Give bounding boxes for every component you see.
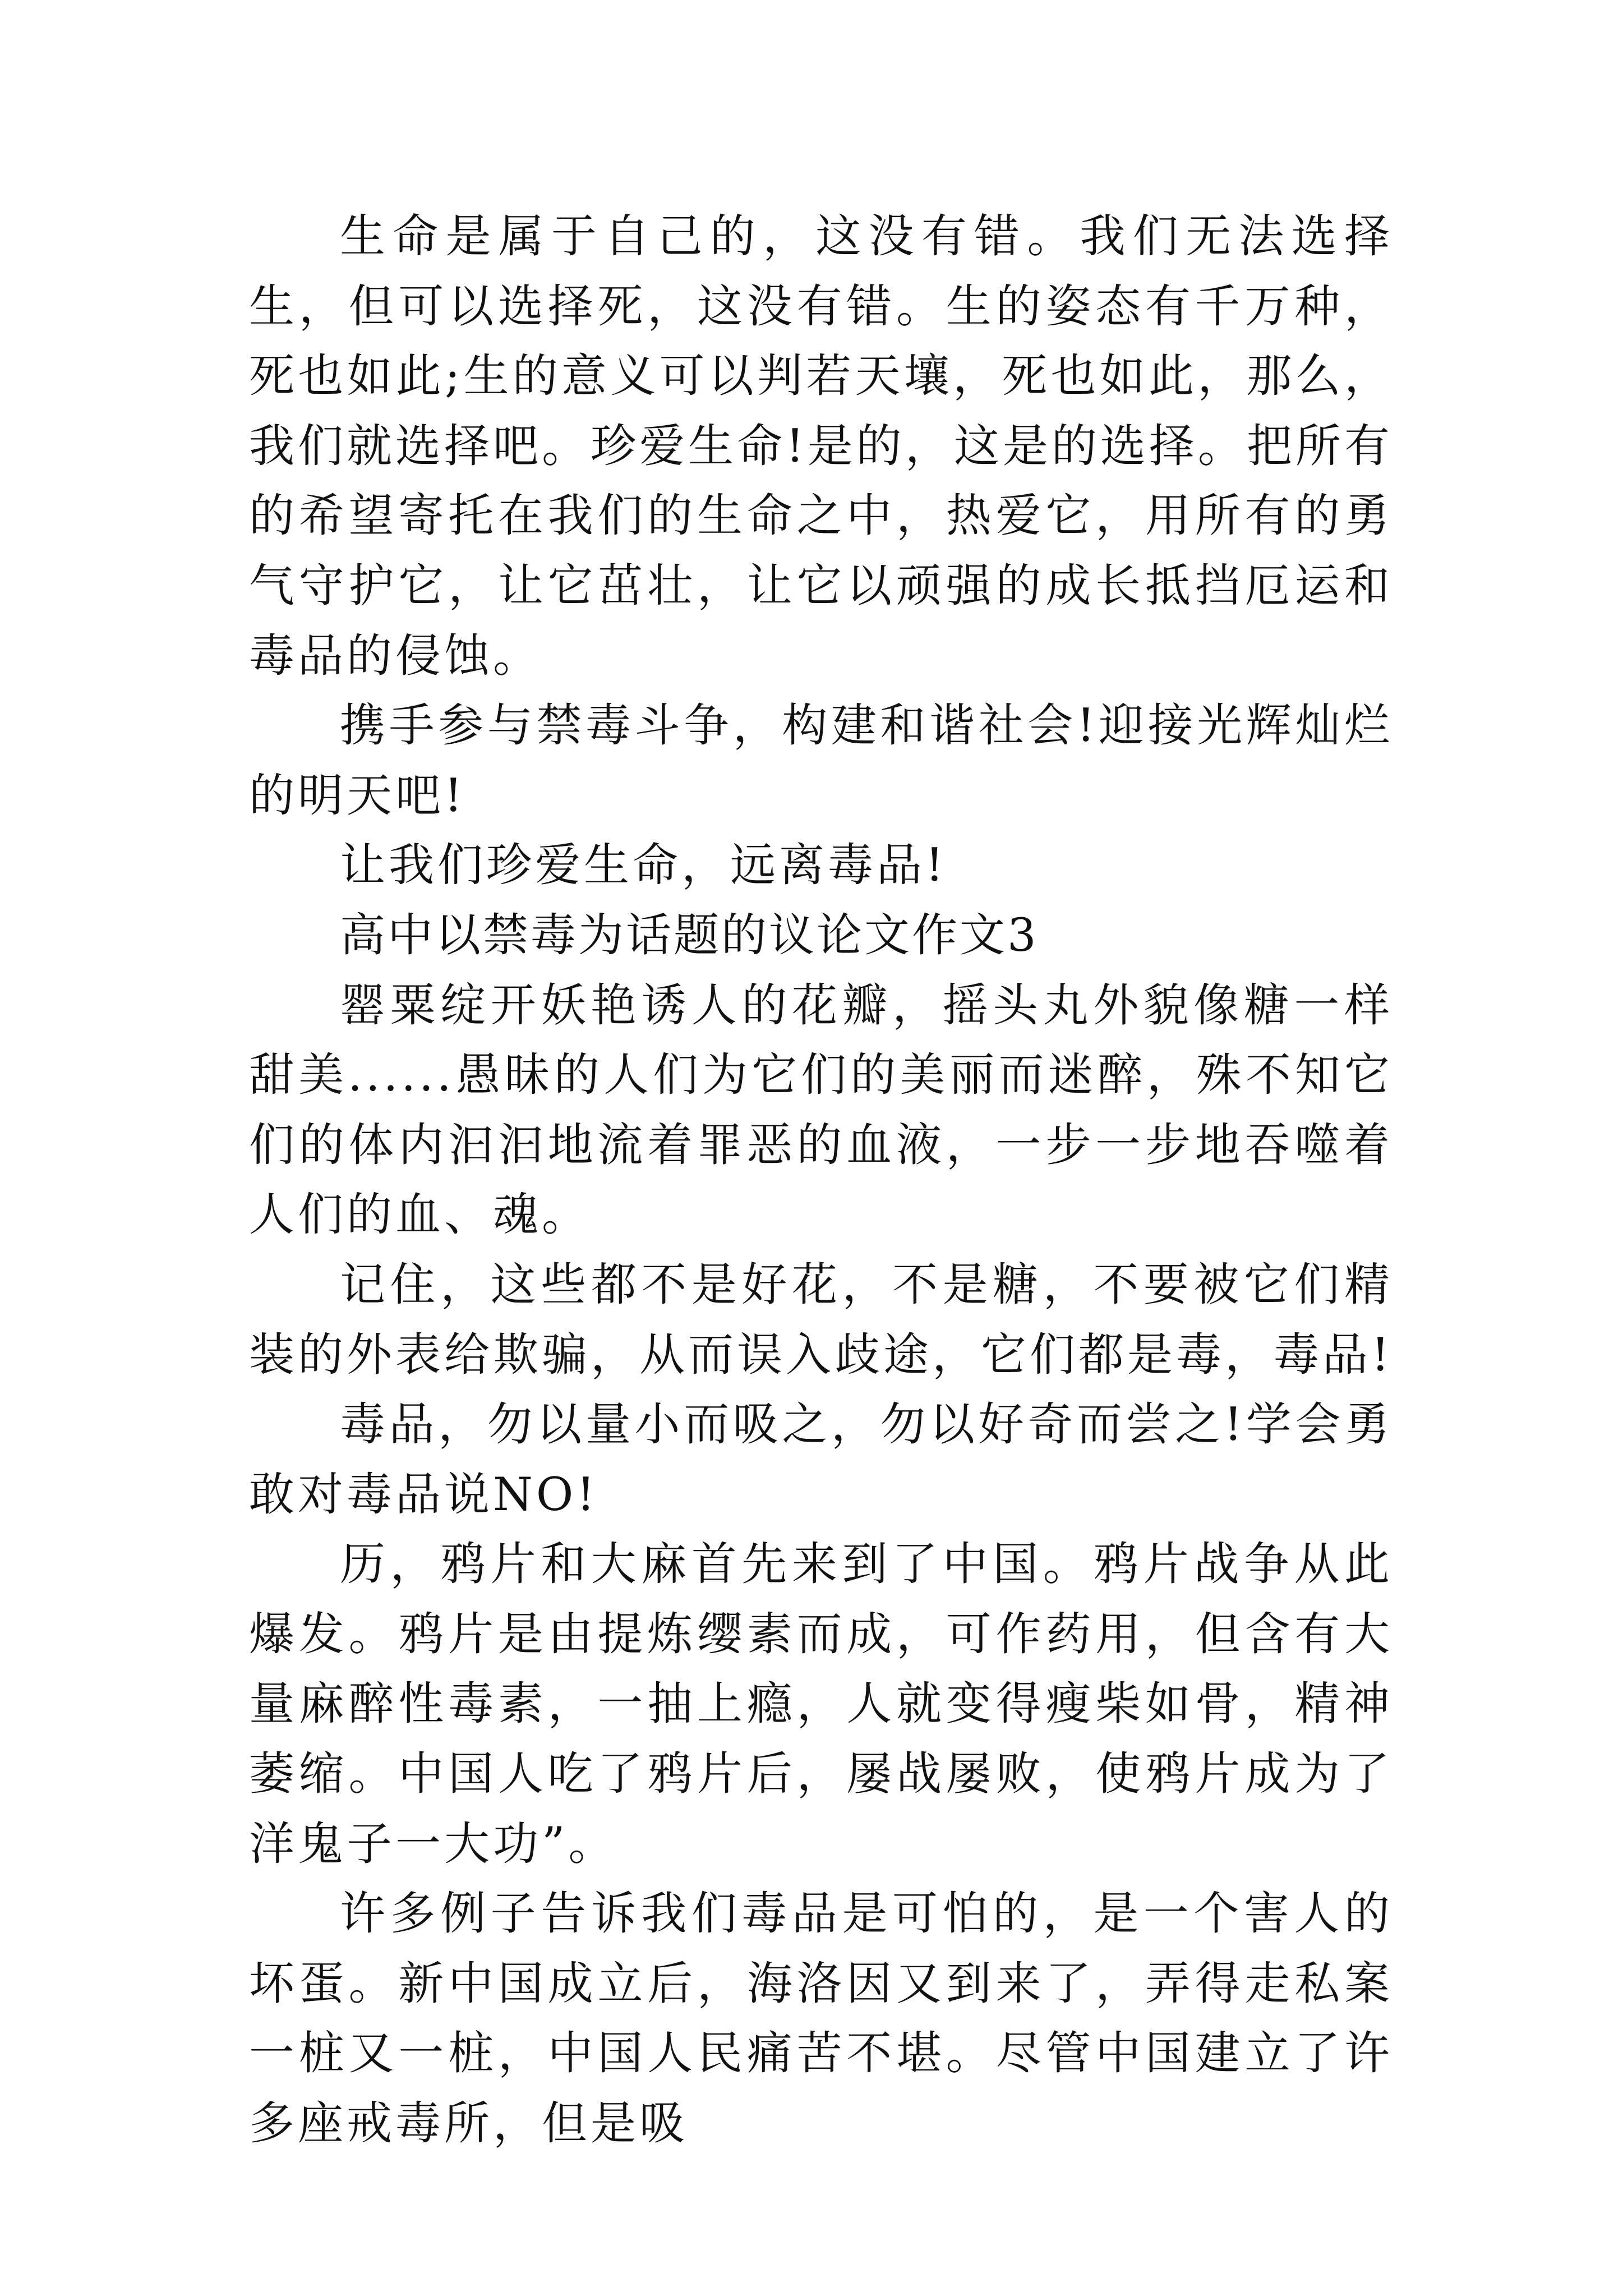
document-body xyxy=(249,202,1393,2159)
paragraph-cherish-life: 生命是属于自己的，这没有错。我们无法选择生，但可以选择死，这没有错。生的姿态有千万种，死也如此;生的意义可以判若天壤，死也如此，那么，我们就选择吧。珍爱生命!是的，这是的选择。把所有的希望寄托在我们的生命之中，热爱它，用所有的勇气守护它，让它茁壮，让它以顽强的成长抵挡厄运和毒品的侵蚀。 xyxy=(249,210,1393,683)
paragraph-opium-history: 历，鸦片和大麻首先来到了中国。鸦片战争从此爆发。鸦片是由提炼缨素而成，可作药用，但含有大量麻醉性毒素，一抽上瘾，人就变得瘦柴如骨，精神萎缩。中国人吃了鸦片后，屡战屡败，使鸦片成为了洋鬼子一大功”。 xyxy=(249,1538,1393,1871)
paragraph-examples: 许多例子告诉我们毒品是可怕的，是一个害人的坏蛋。新中国成立后，海洛因又到来了，弄得走私案一桩又一桩，中国人民痛苦不堪。尽管中国建立了许多座戒毒所，但是吸 xyxy=(249,1888,1393,2151)
paragraph-stay-away: 让我们珍爱生命，远离毒品! xyxy=(340,839,947,892)
paragraph-remember: 记住，这些都不是好花，不是糖，不要被它们精装的外表给欺骗，从而误入歧途，它们都是毒，毒品! xyxy=(249,1258,1393,1382)
essay-title: 高中以禁毒为话题的议论文作文3 xyxy=(340,909,1039,962)
paragraph-poppy: 罂粟绽开妖艳诱人的花瓣，摇头丸外貌像糖一样甜美......愚昧的人们为它们的美丽而迷醉，殊不知它们的体内汩汩地流着罪恶的血液，一步一步地吞噬着人们的血、魂。 xyxy=(249,979,1393,1242)
paragraph-say-no: 毒品，勿以量小而吸之，勿以好奇而尝之!学会勇敢对毒品说NO! xyxy=(249,1398,1393,1521)
paragraph-join-fight: 携手参与禁毒斗争，构建和谐社会!迎接光辉灿烂的明天吧! xyxy=(249,700,1393,822)
